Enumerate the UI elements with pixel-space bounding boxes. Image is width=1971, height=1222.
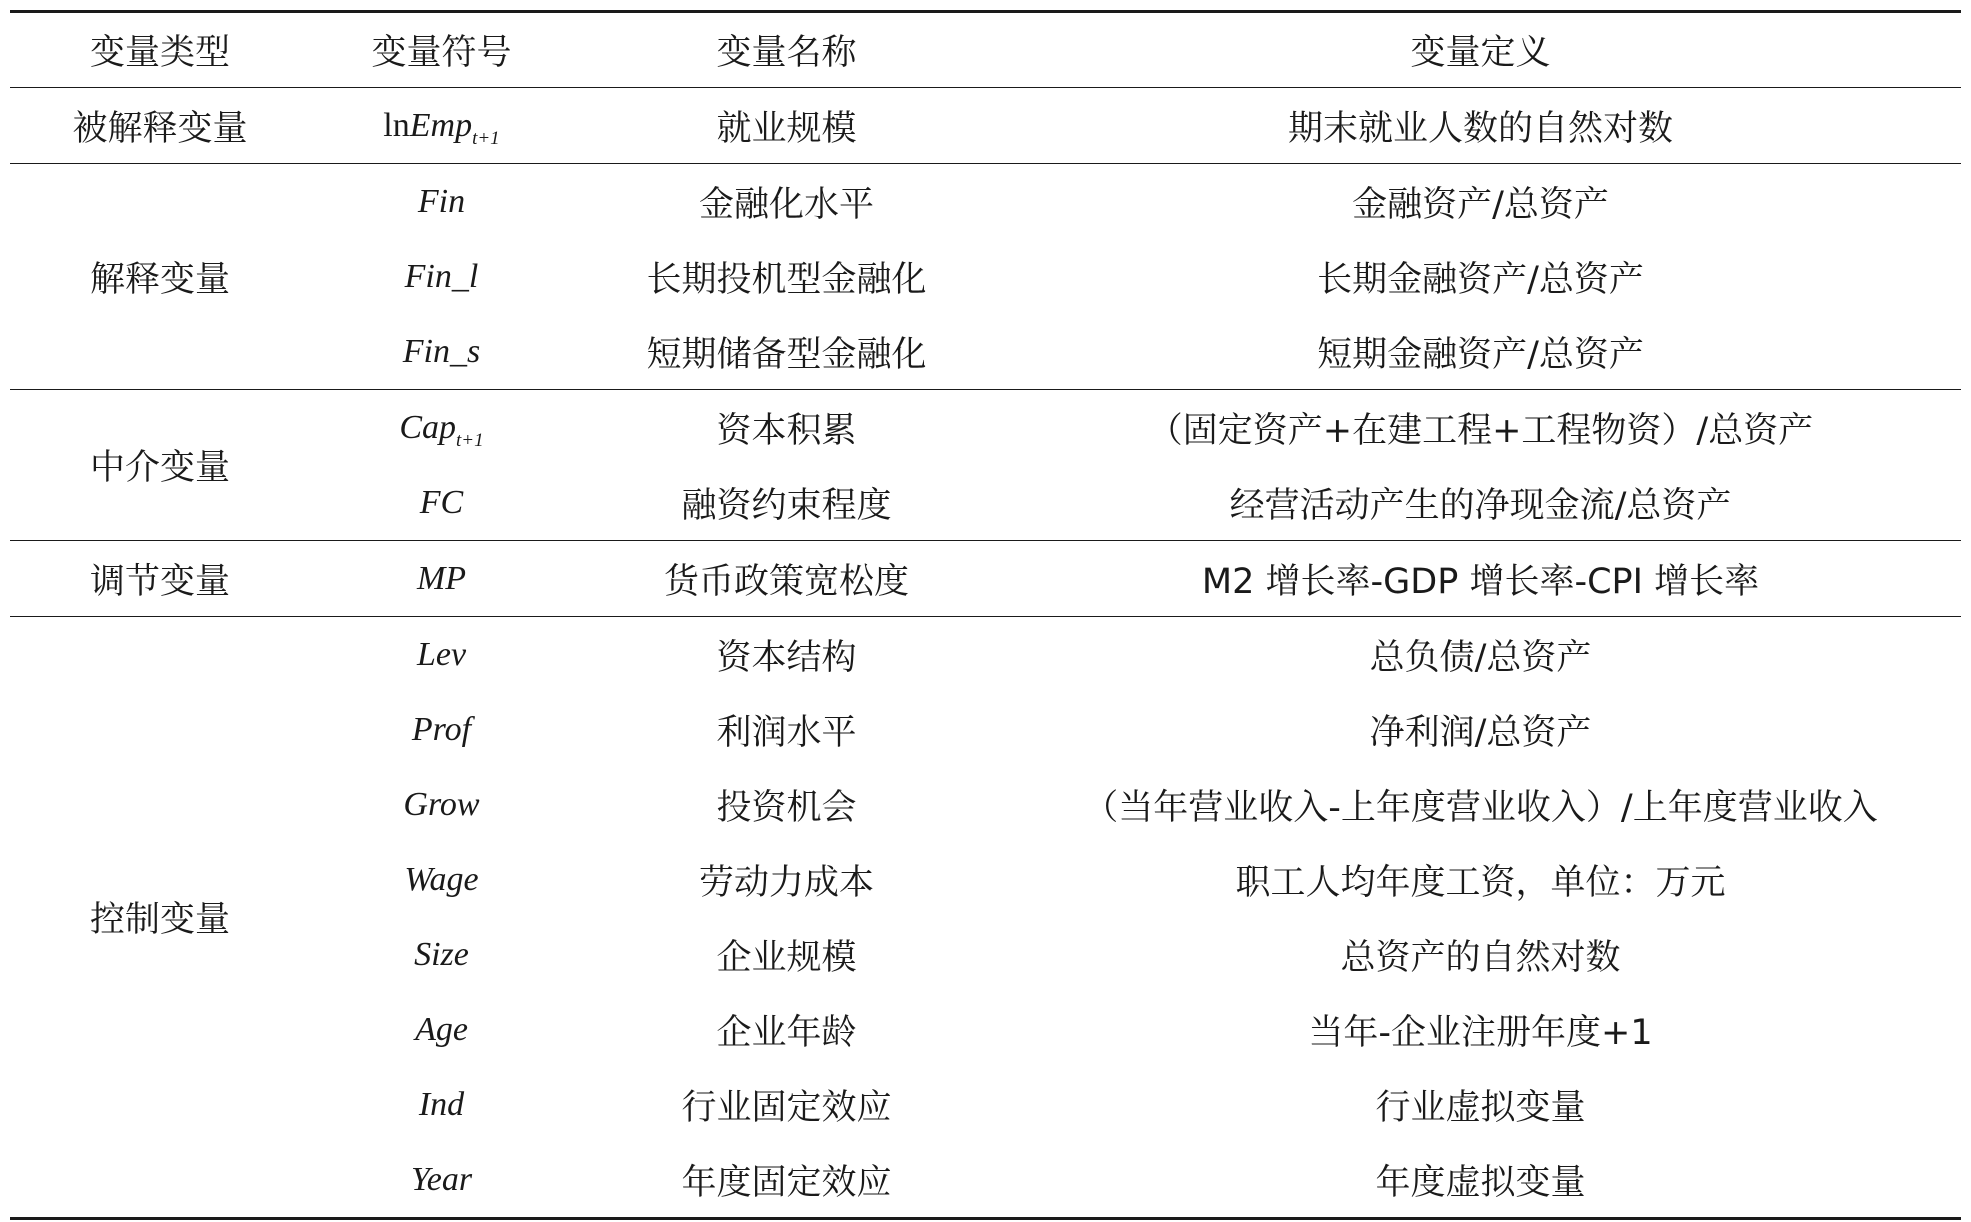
variable-name: 投资机会	[716, 787, 857, 828]
variable-definition: （当年营业收入-上年度营业收入）/上年度营业收入	[1083, 787, 1878, 828]
variable-name: 行业固定效应	[681, 1087, 892, 1128]
variable-name: 劳动力成本	[698, 862, 874, 903]
variable-name: 企业规模	[716, 937, 857, 978]
header-variable-symbol: 变量符号	[371, 33, 512, 73]
table-row	[10, 541, 1961, 617]
table-row	[10, 617, 1961, 693]
variable-symbol: Year	[410, 1160, 473, 1198]
variable-definition: 净利润/总资产	[1369, 712, 1592, 753]
variable-definition: 当年-企业注册年度+1	[1308, 1012, 1653, 1053]
group-mediator	[10, 390, 1961, 541]
symbol-main: Cap	[399, 408, 457, 446]
variable-name: 利润水平	[716, 712, 857, 753]
symbol-prefix: ln	[383, 106, 410, 144]
variable-symbol: Age	[415, 1010, 468, 1048]
variable-name: 货币政策宽松度	[663, 561, 909, 602]
variable-symbol	[310, 88, 573, 164]
variable-definition: 经营活动产生的净现金流/总资产	[1229, 485, 1732, 526]
variable-definition-table-page	[10, 10, 1961, 1220]
variable-definition: 总资产的自然对数	[1340, 937, 1621, 978]
table-row	[10, 390, 1961, 466]
variable-definition: 长期金融资产/总资产	[1317, 259, 1644, 300]
variable-definition: 金融资产/总资产	[1352, 184, 1609, 225]
variable-symbol: Grow	[403, 785, 480, 823]
group-type-label: 解释变量	[89, 259, 230, 300]
variable-symbol: Prof	[411, 710, 472, 748]
variable-name: 企业年龄	[716, 1012, 857, 1053]
group-type-label: 中介变量	[89, 448, 230, 488]
variable-symbol: Fin	[417, 182, 466, 220]
symbol-subscript: t+1	[472, 127, 500, 149]
variable-name: 融资约束程度	[681, 485, 892, 526]
variable-name: 金融化水平	[698, 184, 874, 225]
variable-definition: 行业虚拟变量	[1375, 1087, 1586, 1128]
group-type-label: 被解释变量	[72, 108, 248, 149]
group-control	[10, 617, 1961, 1219]
variable-definition: 年度虚拟变量	[1375, 1162, 1586, 1203]
variable-definition: 总负债/总资产	[1369, 637, 1592, 678]
variable-name: 年度固定效应	[681, 1162, 892, 1203]
group-type-label: 控制变量	[89, 900, 230, 940]
header-variable-name: 变量名称	[716, 33, 857, 73]
variable-symbol: Wage	[404, 860, 479, 898]
variable-symbol: Fin_l	[404, 257, 479, 295]
table-header-row	[10, 12, 1961, 88]
variable-definition: 职工人均年度工资，单位：万元	[1235, 862, 1726, 903]
variable-name: 短期储备型金融化	[646, 334, 927, 375]
variable-definition-table	[10, 10, 1961, 1220]
variable-symbol: MP	[416, 559, 467, 597]
header-variable-definition: 变量定义	[1410, 33, 1551, 73]
variable-definition: M2 增长率-GDP 增长率-CPI 增长率	[1201, 561, 1760, 602]
header-variable-type: 变量类型	[89, 33, 230, 73]
variable-symbol: Size	[414, 935, 469, 973]
table-row	[10, 88, 1961, 164]
variable-definition: （固定资产+在建工程+工程物资）/总资产	[1147, 410, 1814, 451]
variable-symbol: FC	[419, 483, 464, 521]
group-dependent	[10, 88, 1961, 164]
variable-symbol: Lev	[416, 635, 467, 673]
table-row	[10, 164, 1961, 240]
group-moderator	[10, 541, 1961, 617]
variable-name: 资本积累	[716, 410, 857, 451]
variable-definition: 期末就业人数的自然对数	[1287, 108, 1673, 149]
group-type-label: 调节变量	[89, 561, 230, 602]
variable-name: 就业规模	[716, 108, 857, 149]
symbol-subscript: t+1	[456, 429, 484, 451]
variable-definition: 短期金融资产/总资产	[1317, 334, 1644, 375]
variable-symbol: Fin_s	[402, 332, 481, 370]
variable-symbol	[310, 390, 573, 466]
group-explanatory	[10, 164, 1961, 390]
variable-symbol: Ind	[418, 1085, 465, 1123]
variable-name: 长期投机型金融化	[646, 259, 927, 300]
symbol-main: Emp	[409, 106, 473, 144]
variable-name: 资本结构	[716, 637, 857, 678]
